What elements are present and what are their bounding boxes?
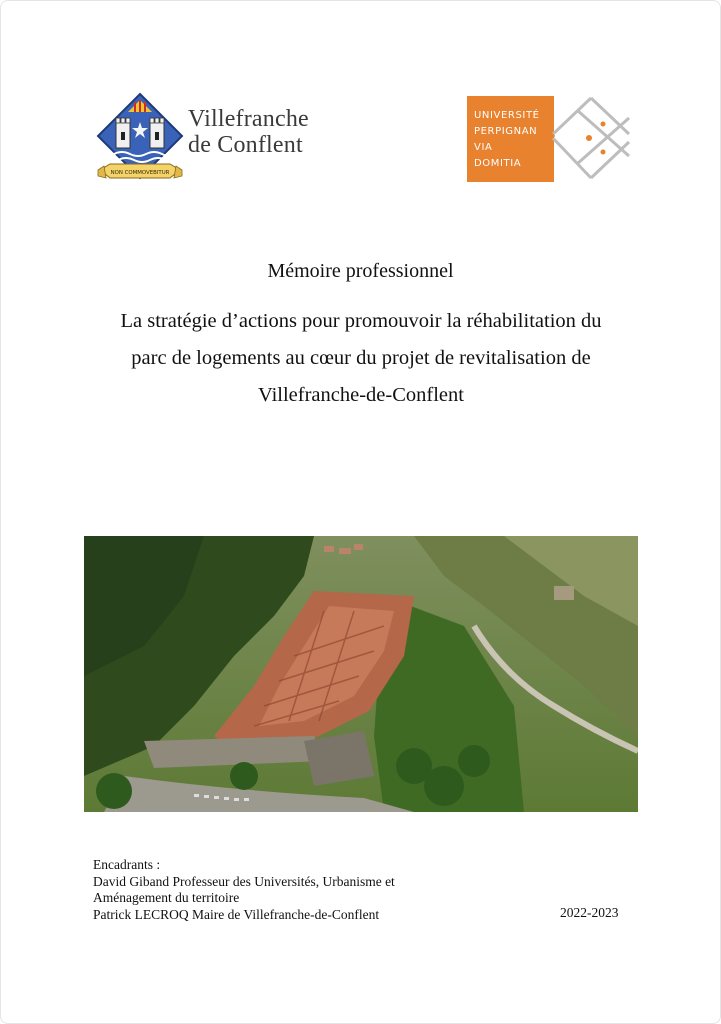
document-title-line3: Villefranche-de-Conflent: [258, 384, 464, 406]
academic-year: 2022-2023: [560, 905, 619, 920]
university-line1: UNIVERSITÉ: [474, 110, 540, 121]
supervisor-1-line2: Aménagement du territoire: [93, 890, 240, 905]
university-line4: DOMITIA: [474, 158, 522, 169]
supervisors-label: Encadrants :: [93, 857, 161, 872]
university-lattice-icon: [545, 94, 635, 182]
aerial-photo: [84, 536, 638, 812]
supervisor-1-line1: David Giband Professeur des Universités, Urbanisme et: [93, 873, 395, 889]
town-name: [188, 106, 309, 158]
town-name-line1: Villefranche: [188, 106, 309, 132]
document-title: [70, 303, 652, 414]
town-crest-icon: [96, 92, 184, 188]
university-logo: [467, 94, 632, 182]
town-motto: NON COMMOVEBITUR: [110, 170, 170, 176]
supervisors-block: [93, 857, 473, 923]
document-type: Mémoire professionnel: [267, 260, 454, 282]
town-name-line2: de Conflent: [188, 132, 303, 158]
supervisor-2: Patrick LECROQ Maire de Villefranche-de-Conflent: [93, 906, 380, 922]
university-logo-box: [467, 96, 554, 182]
document-title-line1: La stratégie d’actions pour promouvoir la réhabilitation du: [120, 310, 602, 332]
university-line2: PERPIGNAN: [474, 126, 538, 137]
university-name: [474, 108, 540, 172]
aerial-photo-illustration: [84, 536, 638, 812]
university-line3: VIA: [474, 142, 493, 153]
town-logo: [96, 92, 316, 188]
document-title-line2: parc de logements au cœur du projet de revitalisation de: [131, 347, 591, 369]
